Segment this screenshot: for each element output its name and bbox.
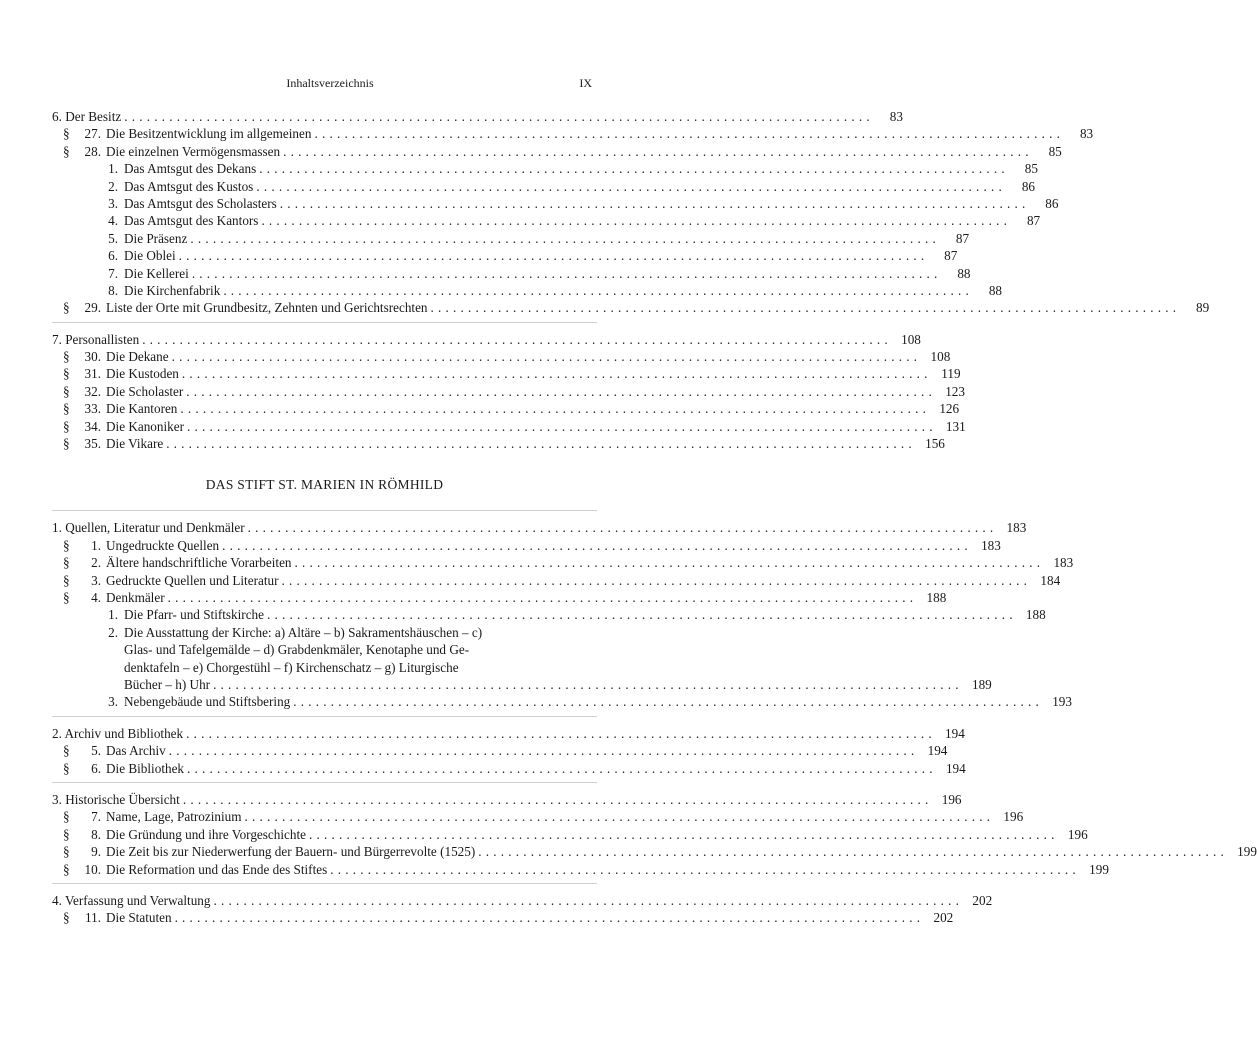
toc-entry-label: Glas- und Tafelgemälde – d) Grabdenkmäler, Kenotaphe und Ge- [124, 642, 470, 658]
toc-page: 183 [981, 537, 1001, 553]
toc-page: 83 [889, 109, 903, 124]
toc-paragraph[interactable]: § 4. Denkmäler .................................................................................................... 188 [63, 589, 947, 605]
toc-entry-label: Die Zeit bis zur Niederwerfung der Bauern- und Bürgerrevolte (1525) [106, 844, 476, 860]
toc-section-4[interactable] [52, 892, 993, 909]
leader-dots: .................................................................................................... [259, 161, 1009, 177]
toc-entry-label: Die Vikare [106, 436, 164, 452]
toc-page: 85 [1048, 143, 1062, 159]
toc-item[interactable]: 2. Das Amtsgut des Kustos .................................................................................................... 86 [108, 178, 1036, 194]
toc-page: 119 [941, 366, 961, 382]
toc-entry-label: 4. Verfassung und Verwaltung [52, 892, 211, 908]
toc-entry-label: 2. Archiv und Bibliothek [52, 725, 184, 741]
section-divider [52, 322, 597, 323]
toc-entry-label: Die Pfarr- und Stiftskirche [124, 607, 265, 623]
leader-dots: .................................................................................................... [187, 760, 937, 776]
toc-item[interactable]: 1. Das Amtsgut des Dekans .................................................................................................... 85 [108, 161, 1038, 177]
leader-dots: .................................................................................................... [213, 892, 964, 908]
section-divider [52, 883, 597, 884]
toc-section-7[interactable] [52, 331, 921, 348]
toc-paragraph[interactable]: § 33. Die Kantoren .................................................................................................... 126 [63, 401, 960, 417]
leader-dots: .................................................................................................... [186, 383, 936, 399]
toc-entry-label: Bücher – h) Uhr [124, 676, 211, 692]
toc-item[interactable]: 1. Die Pfarr- und Stiftskirche .................................................................................................... 188 [108, 607, 1046, 623]
leader-dots: .................................................................................................... [294, 555, 1045, 571]
toc-page: 189 [971, 676, 992, 692]
toc-entry-label: Die Gründung und ihre Vorgeschichte [106, 826, 306, 842]
toc-page: 156 [925, 436, 945, 452]
toc-entry-label: Die Kantoren [106, 401, 178, 417]
toc-paragraph[interactable]: § 31. Die Kustoden .................................................................................................... 119 [63, 366, 961, 382]
toc-page: 183 [1053, 555, 1074, 571]
toc-page: 89 [1196, 300, 1210, 316]
section-divider [52, 782, 597, 783]
toc-page: 183 [1006, 520, 1027, 536]
leader-dots: .................................................................................................... [247, 520, 998, 536]
toc-paragraph[interactable]: § 1. Ungedruckte Quellen .................................................................................................... 183 [63, 537, 1001, 553]
leader-dots: .................................................................................................... [187, 418, 937, 434]
leader-dots: .................................................................................................... [178, 248, 929, 264]
leader-dots: .................................................................................................... [168, 743, 919, 759]
leader-dots: .................................................................................................... [223, 282, 973, 298]
leader-dots: .................................................................................................... [279, 195, 1030, 211]
toc-entry-label: Die einzelnen Vermögensmassen [106, 143, 281, 159]
toc-paragraph-29[interactable]: § 29. Liste der Orte mit Grundbesitz, Zehnten und Gerichtsrechten .................................................................................................... 89 [63, 300, 1210, 316]
toc-page: 199 [1089, 861, 1109, 877]
toc-entry-label: Ältere handschriftliche Vorarbeiten [106, 555, 292, 571]
toc-entry-label: Die Statuten [106, 910, 172, 926]
toc-page: 196 [1067, 826, 1088, 842]
toc-item[interactable]: 3. Das Amtsgut des Scholasters .................................................................................................... 86 [108, 195, 1059, 211]
toc-entry-label: Das Amtsgut des Scholasters [124, 195, 277, 211]
table-of-contents [52, 108, 1257, 927]
leader-dots: .................................................................................................... [182, 791, 933, 807]
toc-entry-label: 7. Personallisten [52, 331, 140, 347]
leader-dots: .................................................................................................... [171, 349, 922, 365]
toc-page: 85 [1024, 161, 1038, 177]
toc-page: 194 [945, 725, 965, 741]
toc-entry-label: 3. Historische Übersicht [52, 791, 180, 807]
toc-entry-label: Denkmäler [106, 589, 165, 605]
toc-entry-label: Die Kellerei [124, 265, 189, 281]
toc-entry-label: Die Oblei [124, 248, 176, 264]
leader-dots: .................................................................................................... [256, 178, 1007, 194]
toc-paragraph[interactable]: § 10. Die Reformation und das Ende des Stiftes .................................................................................................... 199 [63, 861, 1109, 877]
toc-page: 188 [1025, 607, 1046, 623]
section-divider [52, 510, 597, 511]
toc-entry-label: Die Reformation und das Ende des Stiftes [106, 861, 328, 877]
toc-paragraph-28[interactable]: § 28. Die einzelnen Vermögensmassen .................................................................................................... 85 [63, 143, 1062, 159]
toc-item[interactable]: 4. Das Amtsgut des Kantors .................................................................................................... 87 [108, 213, 1041, 229]
leader-dots: .................................................................................................... [181, 366, 932, 382]
toc-section-1[interactable] [52, 519, 1027, 536]
toc-entry-label: Die Besitzentwicklung im allgemeinen [106, 126, 312, 142]
toc-page: 196 [1003, 809, 1024, 825]
toc-page: 188 [926, 589, 947, 605]
toc-entry-label: Die Scholaster [106, 383, 184, 399]
toc-item[interactable]: 6. Die Oblei .................................................................................................... 87 [108, 248, 958, 264]
leader-dots: .................................................................................................... [244, 809, 995, 825]
toc-page: 86 [1021, 178, 1036, 194]
toc-paragraph[interactable]: § 8. Die Gründung und ihre Vorgeschichte .................................................................................................... 196 [63, 826, 1088, 842]
toc-paragraph[interactable]: § 34. Die Kanoniker .................................................................................................... 131 [63, 418, 966, 434]
toc-page: 193 [1052, 694, 1072, 710]
toc-entry-label: Die Kustoden [106, 366, 179, 382]
toc-entry-label: Das Amtsgut des Kantors [124, 213, 259, 229]
toc-paragraph[interactable]: § 5. Das Archiv .................................................................................................... 194 [63, 743, 948, 759]
toc-page: 87 [955, 230, 970, 246]
toc-entry-label: Die Kirchenfabrik [124, 282, 221, 298]
toc-paragraph[interactable]: § 11. Die Statuten .................................................................................................... 202 [63, 910, 954, 926]
leader-dots: .................................................................................................... [186, 725, 936, 741]
toc-paragraph[interactable]: § 2. Ältere handschriftliche Vorarbeiten .................................................................................................... 183 [63, 555, 1074, 571]
toc-page: 108 [901, 331, 921, 347]
leader-dots: .................................................................................................... [142, 331, 892, 347]
toc-entry-label: Die Ausstattung der Kirche: a) Altäre – b) Sakramentshäuschen – c) [124, 624, 483, 640]
page-header [0, 76, 700, 94]
toc-page: 202 [972, 892, 993, 908]
toc-section-3[interactable] [52, 791, 962, 808]
leader-dots: .................................................................................................... [314, 126, 1065, 142]
toc-page: 184 [1040, 572, 1061, 588]
toc-item[interactable]: 5. Die Präsenz .................................................................................................... 87 [108, 230, 970, 246]
leader-dots: .................................................................................................... [308, 826, 1059, 842]
section-divider [52, 716, 597, 717]
leader-dots: .................................................................................................... [430, 300, 1181, 316]
toc-entry-label: Gedruckte Quellen und Literatur [106, 572, 279, 588]
toc-page: 202 [933, 910, 954, 926]
leader-dots: .................................................................................................... [213, 676, 963, 692]
toc-entry-label: 1. Quellen, Literatur und Denkmäler [52, 520, 245, 536]
toc-paragraph-27[interactable]: § 27. Die Besitzentwicklung im allgemeinen .................................................................................................... 83 [63, 126, 1094, 142]
leader-dots: .................................................................................................... [267, 607, 1017, 623]
leader-dots: .................................................................................................... [166, 436, 916, 452]
toc-item-multiline[interactable]: 2. Die Ausstattung der Kirche: a) Altäre – b) Sakramentshäuschen – c) Glas- und Tafelgemälde – d) Grabdenkmäler, Kenotaphe und Ge- denktafeln – e) Chorgestühl – f) Kirchenschatz – g) Liturgische Bücher – h) Uhr .................................................................................................... 189 [52, 624, 597, 694]
toc-page: 194 [927, 743, 948, 759]
toc-page: 88 [957, 265, 971, 281]
toc-entry-label: Das Archiv [106, 743, 166, 759]
toc-entry-label: Die Bibliothek [106, 760, 185, 776]
toc-section-2[interactable] [52, 725, 965, 742]
toc-page: 126 [939, 401, 960, 417]
toc-entry-label: Die Kanoniker [106, 418, 184, 434]
leader-dots: .................................................................................................... [261, 213, 1012, 229]
leader-dots: .................................................................................................... [190, 230, 941, 246]
page-number: IX [579, 76, 592, 90]
toc-page: 108 [930, 349, 951, 365]
toc-entry-label: Das Amtsgut des Dekans [124, 161, 257, 177]
toc-paragraph[interactable]: § 35. Die Vikare .................................................................................................... 156 [63, 436, 945, 452]
leader-dots: .................................................................................................... [478, 844, 1228, 860]
toc-entry-label: 6. Der Besitz [52, 109, 122, 124]
toc-page: 87 [1026, 213, 1041, 229]
toc-item[interactable]: 3. Nebengebäude und Stiftsbering .................................................................................................... 193 [108, 694, 1072, 710]
toc-entry-label: Nebengebäude und Stiftsbering [124, 694, 291, 710]
running-title: Inhaltsverzeichnis [286, 76, 374, 90]
toc-section-6[interactable] [52, 108, 903, 125]
toc-entry-label: Die Präsenz [124, 230, 188, 246]
leader-dots: .................................................................................................... [281, 572, 1032, 588]
toc-page: 199 [1237, 844, 1257, 860]
toc-paragraph[interactable]: § 3. Gedruckte Quellen und Literatur .................................................................................................... 184 [63, 572, 1061, 588]
toc-page: 123 [945, 383, 965, 399]
toc-page: 88 [988, 282, 1002, 298]
toc-page: 83 [1079, 126, 1094, 142]
toc-entry-label: Die Dekane [106, 349, 169, 365]
toc-paragraph[interactable]: § 6. Die Bibliothek .................................................................................................... 194 [63, 760, 966, 776]
toc-page: 131 [945, 418, 966, 434]
leader-dots: .................................................................................................... [191, 265, 942, 281]
leader-dots: .................................................................................................... [180, 401, 931, 417]
leader-dots: .................................................................................................... [222, 537, 972, 553]
toc-entry-label: denktafeln – e) Chorgestühl – f) Kirchenschatz – g) Liturgische [124, 659, 459, 675]
leader-dots: .................................................................................................... [293, 694, 1043, 710]
toc-page: 196 [941, 791, 962, 807]
toc-item[interactable]: 8. Die Kirchenfabrik .................................................................................................... 88 [108, 282, 1002, 298]
toc-entry-label: Das Amtsgut des Kustos [124, 178, 254, 194]
toc-paragraph[interactable]: § 7. Name, Lage, Patrozinium .................................................................................................... 196 [63, 809, 1024, 825]
leader-dots: .................................................................................................... [124, 109, 874, 124]
leader-dots: .................................................................................................... [330, 861, 1080, 877]
toc-paragraph[interactable]: § 9. Die Zeit bis zur Niederwerfung der Bauern- und Bürgerrevolte (1525) .................................................................................................... 199 [63, 844, 1257, 860]
leader-dots: .................................................................................................... [167, 589, 918, 605]
toc-entry-label: Ungedruckte Quellen [106, 537, 220, 553]
toc-page: 86 [1045, 195, 1059, 211]
toc-page: 87 [944, 248, 958, 264]
leader-dots: .................................................................................................... [174, 910, 925, 926]
toc-item[interactable]: 7. Die Kellerei .................................................................................................... 88 [108, 265, 971, 281]
toc-entry-label: Liste der Orte mit Grundbesitz, Zehnten und Gerichtsrechten [106, 300, 428, 316]
toc-page: 194 [945, 760, 966, 776]
part-title: DAS STIFT ST. MARIEN IN RÖMHILD [205, 477, 444, 493]
toc-paragraph[interactable]: § 32. Die Scholaster .................................................................................................... 123 [63, 383, 965, 399]
toc-entry-label: Name, Lage, Patrozinium [106, 809, 242, 825]
toc-paragraph[interactable]: § 30. Die Dekane .................................................................................................... 108 [63, 349, 951, 365]
leader-dots: .................................................................................................... [283, 143, 1033, 159]
